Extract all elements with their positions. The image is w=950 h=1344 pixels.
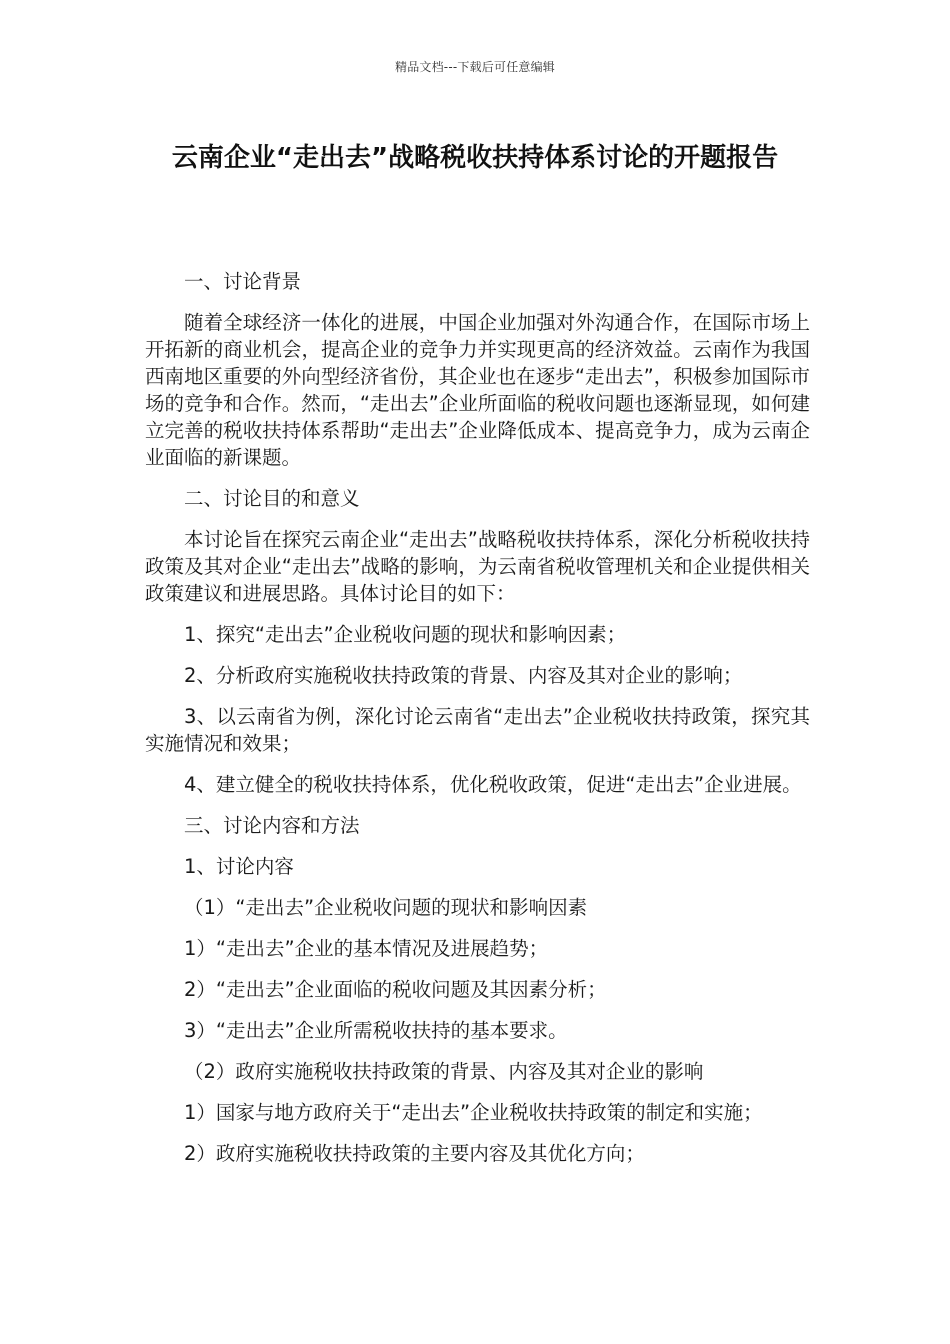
list-item-content-2-1: 1）国家与地方政府关于“走出去”企业税收扶持政策的制定和实施；	[184, 1101, 763, 1124]
subheading-content: 1、讨论内容	[184, 855, 294, 878]
list-item-purpose-2: 2、分析政府实施税收扶持政策的背景、内容及其对企业的影响；	[184, 664, 743, 687]
list-item-content-1-2: 2）“走出去”企业面临的税收问题及其因素分析；	[184, 978, 607, 1001]
list-item-purpose-1: 1、探究“走出去”企业税收问题的现状和影响因素；	[184, 623, 627, 646]
list-item-purpose-4: 4、建立健全的税收扶持体系，优化税收政策，促进“走出去”企业进展。	[184, 773, 802, 796]
section-heading-background: 一、讨论背景	[184, 270, 302, 293]
section-heading-content-method: 三、讨论内容和方法	[184, 814, 360, 837]
document-body	[145, 268, 810, 1181]
list-item-content-2-2: 2）政府实施税收扶持政策的主要内容及其优化方向；	[184, 1142, 645, 1165]
list-item-content-1-3: 3）“走出去”企业所需税收扶持的基本要求。	[184, 1019, 568, 1042]
paragraph-background: 随着全球经济一体化的进展，中国企业加强对外沟通合作，在国际市场上开拓新的商业机会，提高企业的竞争力并实现更高的经济效益。云南作为我国西南地区重要的外向型经济省份，其企业也在逐步“走出去”，积极参加国际市场的竞争和合作。然而，“走出去”企业所面临的税收问题也逐渐显现，如何建立完善的税收扶持体系帮助“走出去”企业降低成本、提高竞争力，成为云南企业面临的新课题。	[145, 311, 810, 469]
list-item-content-1-1: 1）“走出去”企业的基本情况及进展趋势；	[184, 937, 549, 960]
paragraph-purpose: 本讨论旨在探究云南企业“走出去”战略税收扶持体系，深化分析税收扶持政策及其对企业“走出去”战略的影响，为云南省税收管理机关和企业提供相关政策建议和进展思路。具体讨论目的如下：	[145, 528, 810, 605]
document-title: 云南企业“走出去”战略税收扶持体系讨论的开题报告	[171, 143, 779, 173]
list-item-purpose-3: 3、以云南省为例，深化讨论云南省“走出去”企业税收扶持政策，探究其实施情况和效果；	[145, 705, 810, 755]
page-header: 精品文档---下载后可任意编辑	[395, 60, 555, 74]
subheading-content-1: （1）“走出去”企业税收问题的现状和影响因素	[184, 896, 588, 919]
subheading-content-2: （2）政府实施税收扶持政策的背景、内容及其对企业的影响	[184, 1060, 704, 1083]
section-heading-purpose: 二、讨论目的和意义	[184, 487, 360, 510]
